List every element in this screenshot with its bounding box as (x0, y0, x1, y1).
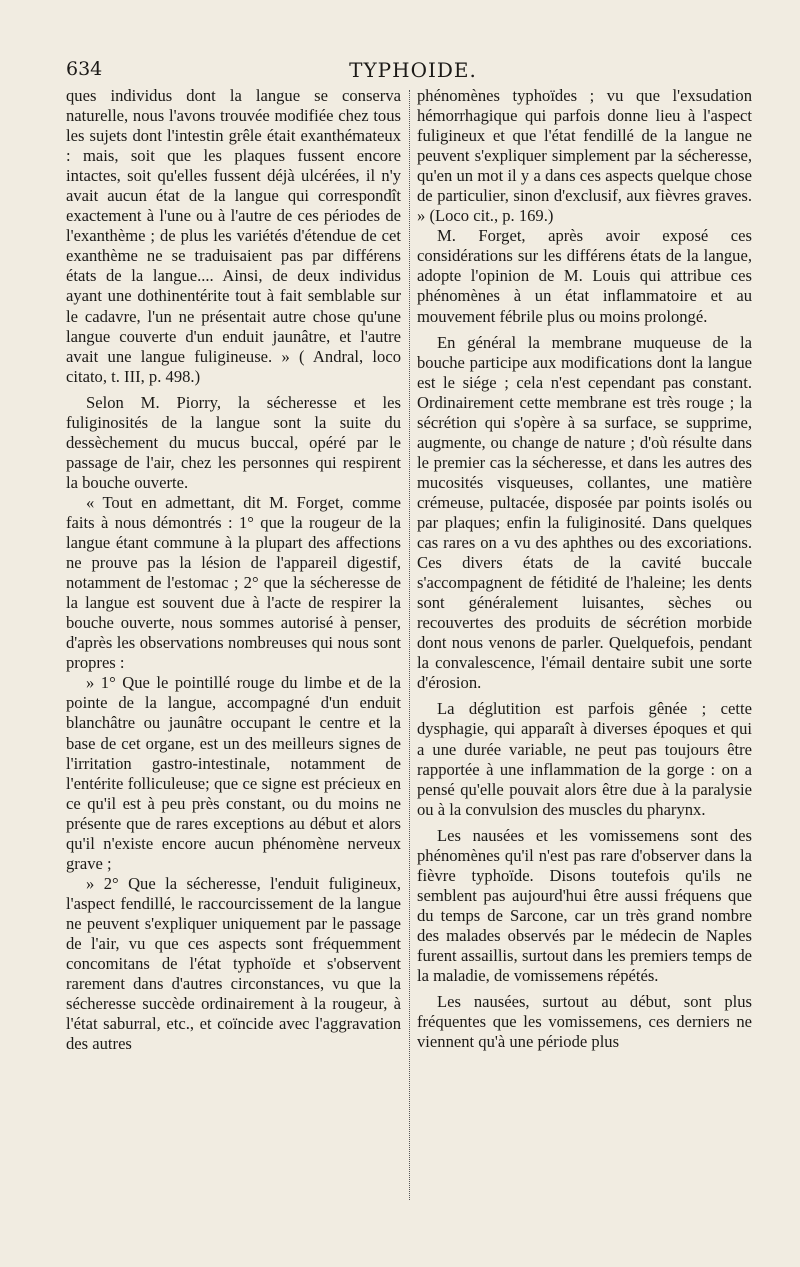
paragraph: M. Forget, après avoir exposé ces considérations sur les différens états de la langue, adopte l'opinion de M. Louis qui attribue ces phénomènes à un état inflammatoire et au mouvement fébrile plus ou moins prolongé. (417, 226, 752, 326)
page-number: 634 (66, 58, 103, 80)
paragraph: Selon M. Piorry, la sécheresse et les fuliginosités de la langue sont la suite du dessèchement du mucus buccal, opéré par le passage de l'air, chez les personnes qui respirent la bouche ouverte. (66, 392, 401, 492)
right-column (417, 86, 752, 1052)
page-header (66, 58, 760, 86)
paragraph: La déglutition est parfois gênée ; cette dysphagie, qui apparaît à diverses époques et qui a une durée variable, ne peut pas toujours être rapportée à une inflammation de la gorge : on a pensé qu'elle pouvait alors être due à la paralysie ou à la convulsion des muscles du pharynx. (417, 699, 752, 819)
paragraph: Les nausées, surtout au début, sont plus fréquentes que les vomissemens, ces derniers ne viennent qu'à une période plus (417, 992, 752, 1052)
paragraph: » 2° Que la sécheresse, l'enduit fuligineux, l'aspect fendillé, le raccourcissement de la langue ne peuvent s'expliquer uniquement par le passage de l'air, vu que ces aspects sont fréquemment concomitans de l'état typhoïde et s'observent rarement dans d'autres circonstances, vu que la sécheresse succède ordinairement à la rougeur, à l'état saburral, etc., et coïncide avec l'aggravation des autres (66, 873, 401, 1054)
paragraph: « Tout en admettant, dit M. Forget, comme faits à nous démontrés : 1° que la rougeur de la langue étant commune à la plupart des affections ne prouve pas la lésion de l'appareil digestif, notamment de l'estomac ; 2° que la sécheresse de la langue est souvent due à l'acte de respirer la bouche ouverte, nous sommes autorisé à penser, d'après les observations nombreuses qui nous sont propres : (66, 492, 401, 673)
paragraph: Les nausées et les vomissemens sont des phénomènes qu'il n'est pas rare d'observer dans la fièvre typhoïde. Disons toutefois qu'ils ne semblent pas aujourd'hui être aussi fréquens que du temps de Sarcone, car un très grand nombre des malades observés par le médecin de Naples furent assaillis, surtout dans les premiers temps de la maladie, de vomissemens répétés. (417, 825, 752, 986)
column-divider (409, 90, 410, 1200)
paragraph: phénomènes typhoïdes ; vu que l'exsudation hémorrhagique qui parfois donne lieu à l'aspect fuligineux et que l'état fendillé de la langue ne peuvent s'expliquer simplement par la sécheresse, qu'en un mot il y a dans ces aspects quelque chose de particulier, sinon d'exclusif, aux fièvres graves. » (Loco cit., p. 169.) (417, 86, 752, 226)
paragraph: ques individus dont la langue se conserva naturelle, nous l'avons trouvée modifiée chez tous les sujets dont l'intestin grêle était exanthémateux : mais, soit que les plaques fussent encore intactes, soit qu'elles fussent déjà ulcérées, il n'y avait aucun état de la langue qui correspondît exactement à l'une ou à l'autre de ces périodes de l'exanthème ; de plus les variétés d'étendue de cet exanthème ne se traduisaient pas par différens états de la langue.... Ainsi, de deux individus ayant une dothinentérite tout à fait semblable sur le cadavre, l'un ne présentait autre chose qu'une langue couverte d'un enduit jaunâtre, et l'autre avait une langue fuligineuse. » ( Andral, loco citato, t. III, p. 498.) (66, 86, 401, 386)
running-title: TYPHOIDE. (349, 58, 477, 82)
left-column (66, 86, 401, 1054)
paragraph: En général la membrane muqueuse de la bouche participe aux modifications dont la langue est le siége ; cela n'est cependant pas constant. Ordinairement cette membrane est très rouge ; la sécrétion qui s'opère à sa surface, se supprime, augmente, ou change de nature ; d'où résulte dans le premier cas la sécheresse, et dans les autres des mucosités visqueuses, collantes, une matière crémeuse, pultacée, disposée par points isolés ou par plaques; enfin la fuliginosité. Dans quelques cas rares on a vu des aphthes ou des excoriations. Ces divers états de la cavité buccale s'accompagnent de fétidité de l'haleine; les dents sont généralement luisantes, sèches ou recouvertes des produits de sécrétion morbide dont nous venons de parler. Quelquefois, pendant la convalescence, l'émail dentaire subit une sorte d'érosion. (417, 332, 752, 693)
paragraph: » 1° Que le pointillé rouge du limbe et de la pointe de la langue, accompagné d'un enduit blanchâtre ou jaunâtre occupant le centre et la base de cet organe, est un des meilleurs signes de l'irritation gastro-intestinale, notamment de l'entérite folliculeuse; que ce signe est précieux en ce qu'il est à peu près constant, ou du moins ne présente que de rares exceptions au début et alors qu'il n'existe encore aucun phénomène nerveux grave ; (66, 673, 401, 873)
